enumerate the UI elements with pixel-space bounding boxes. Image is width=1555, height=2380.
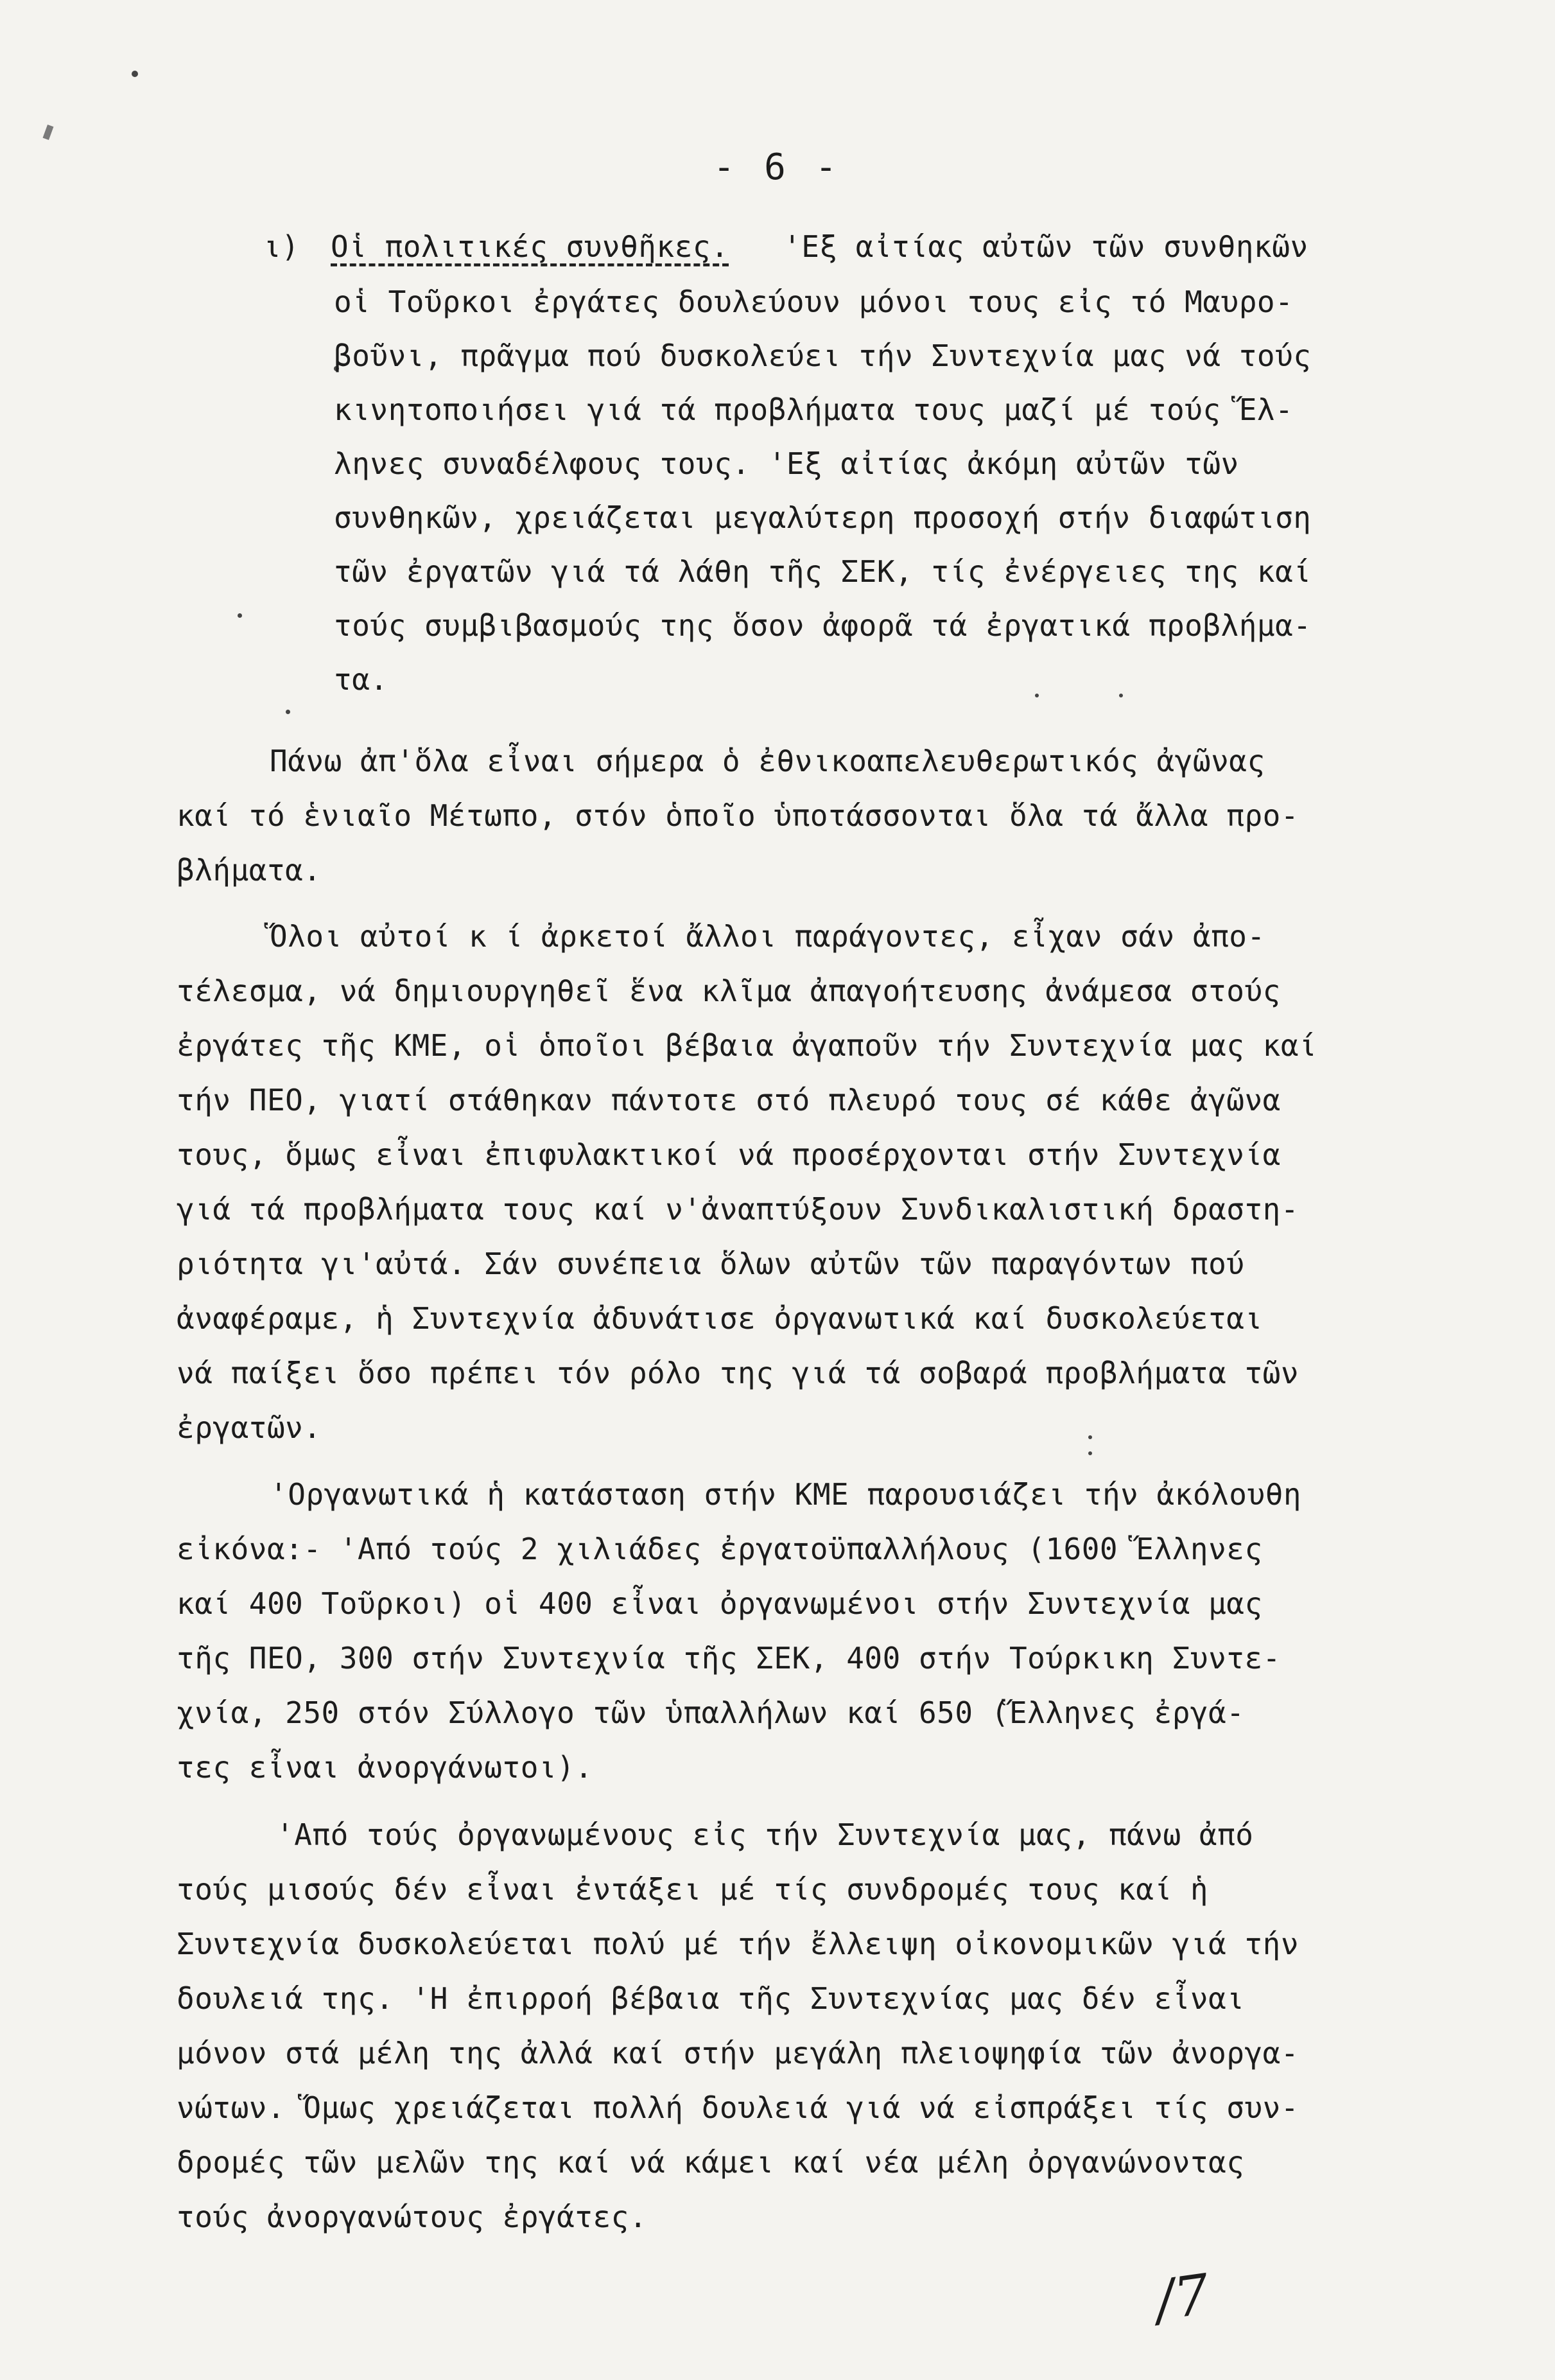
section-text-line: βοῦνι, πρᾶγμα πού δυσκολεύει τήν Συντεχνία μας νά τούς xyxy=(334,338,1312,373)
paragraph-line: δρομές τῶν μελῶν της καί νά κάμει καί νέα μέλη ὀργανώνοντας xyxy=(177,2145,1245,2180)
paragraph-line: μόνον στά μέλη της ἀλλά καί στήν μεγάλη πλειοψηφία τῶν ἀνοργα- xyxy=(177,2036,1299,2070)
paragraph-line: Συντεχνία δυσκολεύεται πολύ μέ τήν ἔλλειψη οἰκονομικῶν γιά τήν xyxy=(177,1927,1299,1961)
scan-speck xyxy=(1119,694,1123,697)
section-text-line: οἱ Τοῦρκοι ἐργάτες δουλεύουν μόνοι τους εἰς τό Μαυρο- xyxy=(334,284,1294,319)
paragraph-line: τούς ἀνοργανώτους ἐργάτες. xyxy=(177,2200,648,2234)
scan-speck xyxy=(1088,1435,1092,1439)
section-text-line: τούς συμβιβασμούς της ὅσον ἀφορᾶ τά ἐργατικά προβλήμα- xyxy=(334,608,1312,643)
section-text-line: τα. xyxy=(334,662,388,697)
paragraph-line: ἀναφέραμε, ἡ Συντεχνία ἀδυνάτισε ὀργανωτικά καί δυσκολεύεται xyxy=(177,1301,1263,1336)
scan-speck xyxy=(238,613,242,618)
paragraph-line: 'Οργανωτικά ἡ κατάσταση στήν ΚΜΕ παρουσιάζει τήν ἀκόλουθη xyxy=(270,1477,1302,1512)
section-text-line: 'Εξ αἰτίας αὐτῶν τῶν συνθηκῶν xyxy=(783,229,1308,264)
paragraph-line: καί τό ἑνιαῖο Μέτωπο, στόν ὁποῖο ὑποτάσσονται ὅλα τά ἄλλα προ- xyxy=(177,798,1299,833)
scan-speck xyxy=(1035,694,1039,697)
paragraph-line: γιά τά προβλήματα τους καί ν'ἀναπτύξουν Συνδικαλιστική δραστη- xyxy=(177,1192,1299,1227)
scan-speck xyxy=(1088,1451,1092,1455)
paragraph-line: τήν ΠΕΟ, γιατί στάθηκαν πάντοτε στό πλευρό τους σέ κάθε ἀγῶνα xyxy=(177,1083,1281,1117)
paragraph-line: τέλεσμα, νά δημιουργηθεῖ ἕνα κλῖμα ἀπαγοήτευσης ἀνάμεσα στούς xyxy=(177,974,1281,1008)
page-number: - 6 - xyxy=(713,146,841,188)
paragraph-line: Ὅλοι αὐτοί κ ί ἀρκετοί ἄλλοι παράγοντες, εἶχαν σάν ἀπο- xyxy=(270,919,1265,954)
section-text-line: ληνες συναδέλφους τους. 'Εξ αἰτίας ἀκόμη αὐτῶν τῶν xyxy=(334,446,1239,481)
section-text-line: τῶν ἐργατῶν γιά τά λάθη τῆς ΣΕΚ, τίς ἐνέργειες της καί xyxy=(334,554,1312,589)
paragraph-line: τούς μισούς δέν εἶναι ἐντάξει μέ τίς συνδρομές τους καί ἡ xyxy=(177,1872,1209,1907)
paragraph-line: καί 400 Τοῦρκοι) οἱ 400 εἶναι ὀργανωμένοι στήν Συντεχνία μας xyxy=(177,1586,1263,1621)
paragraph-line: Πάνω ἀπ'ὅλα εἶναι σήμερα ὁ ἐθνικοαπελευθερωτικός ἀγῶνας xyxy=(270,744,1265,778)
scan-speck xyxy=(286,710,290,714)
section-text-line: συνθηκῶν, χρειάζεται μεγαλύτερη προσοχή στήν διαφώτιση xyxy=(334,500,1312,535)
section-text-line: κινητοποιήσει γιά τά προβλήματα τους μαζί μέ τούς Ἕλ- xyxy=(334,392,1294,427)
paragraph-line: δουλειά της. 'Η ἐπιρροή βέβαια τῆς Συντεχνίας μας δέν εἶναι xyxy=(177,1981,1245,2016)
paragraph-line: ἐργατῶν. xyxy=(177,1410,322,1445)
paragraph-line: ἐργάτες τῆς ΚΜΕ, οἱ ὁποῖοι βέβαια ἀγαποῦν τήν Συντεχνία μας καί xyxy=(177,1028,1317,1063)
paragraph-line: βλήματα. xyxy=(177,853,322,888)
scan-edge-mark xyxy=(43,125,54,140)
paragraph-line: τες εἶναι ἀνοργάνωτοι). xyxy=(177,1750,593,1785)
paragraph-line: ριότητα γι'αὐτά. Σάν συνέπεια ὅλων αὐτῶν τῶν παραγόντων πού xyxy=(177,1247,1245,1281)
paragraph-line: νώτων. Ὅμως χρειάζεται πολλή δουλειά γιά νά εἰσπράξει τίς συν- xyxy=(177,2090,1299,2125)
paragraph-line: 'Από τούς ὀργανωμένους εἰς τήν Συντεχνία μας, πάνω ἀπό xyxy=(276,1817,1254,1852)
section-heading: Οἱ πολιτικές συνθῆκες. xyxy=(331,229,729,264)
section-marker: ι) xyxy=(263,229,300,264)
scan-speck xyxy=(132,71,138,77)
handwritten-page-mark: /7 xyxy=(1151,2262,1214,2334)
paragraph-line: τους, ὅμως εἶναι ἐπιφυλακτικοί νά προσέρχονται στήν Συντεχνία xyxy=(177,1137,1281,1172)
paragraph-line: εἰκόνα:- 'Από τούς 2 χιλιάδες ἐργατοϋπαλλήλους (1600 Ἕλληνες xyxy=(177,1532,1263,1566)
paragraph-line: χνία, 250 στόν Σύλλογο τῶν ὑπαλλήλων καί 650 (Ἕλληνες ἐργά- xyxy=(177,1695,1245,1730)
paragraph-line: τῆς ΠΕΟ, 300 στήν Συντεχνία τῆς ΣΕΚ, 400 στήν Τούρκικη Συντε- xyxy=(177,1641,1281,1676)
paragraph-line: νά παίξει ὅσο πρέπει τόν ρόλο της γιά τά σοβαρά προβλήματα τῶν xyxy=(177,1356,1299,1390)
